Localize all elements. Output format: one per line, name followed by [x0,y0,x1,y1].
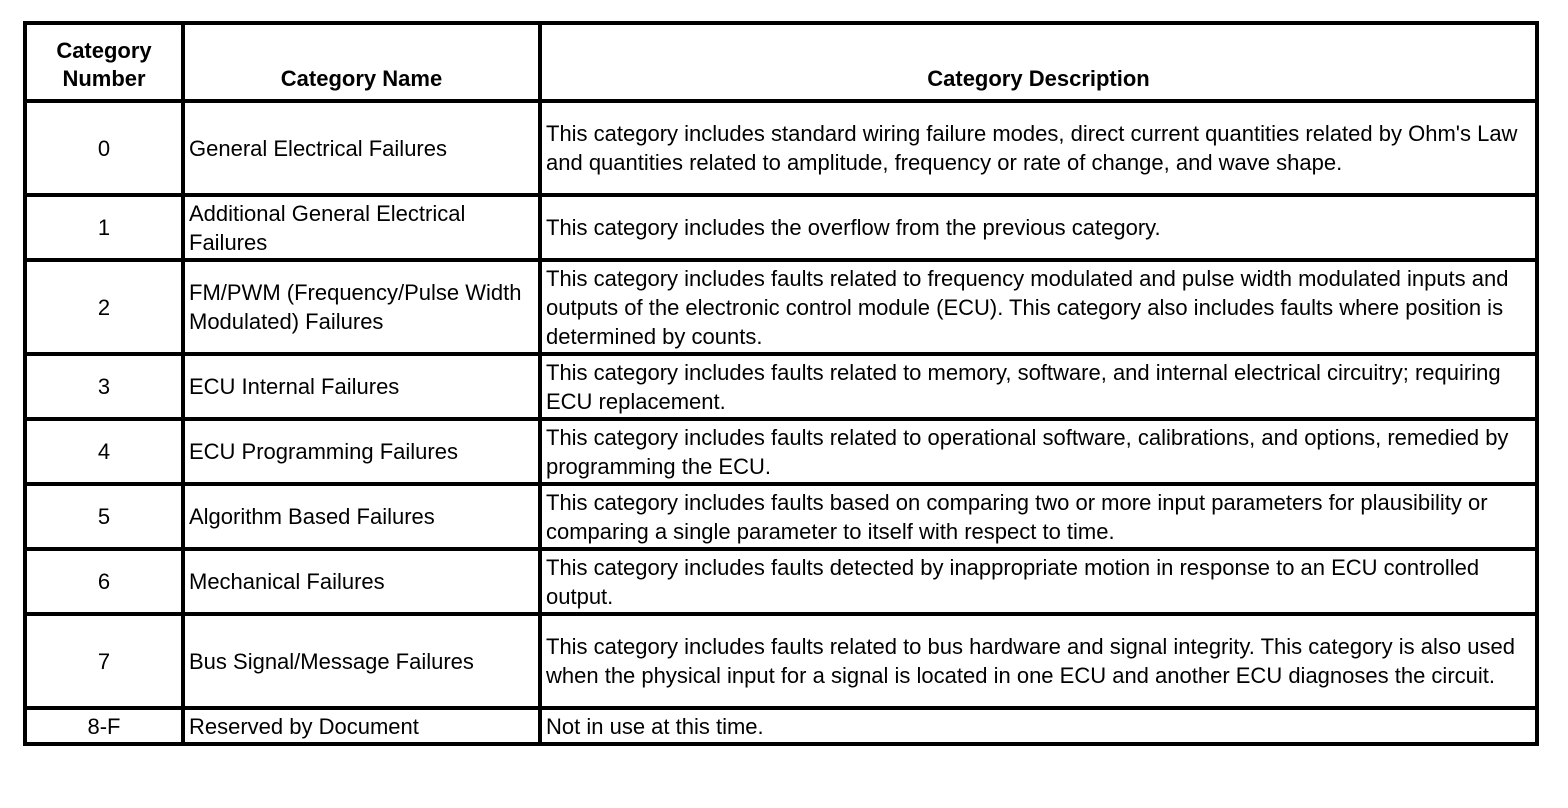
category-name: Additional General Electrical Failures [183,195,540,260]
category-name: General Electrical Failures [183,101,540,195]
category-number: 5 [25,484,183,549]
category-name: ECU Programming Failures [183,419,540,484]
table-row [25,419,1537,484]
category-number: 4 [25,419,183,484]
category-name: Algorithm Based Failures [183,484,540,549]
category-description: This category includes faults related to operational software, calibrations, and options, remedied by programming the ECU. [540,419,1537,484]
table-row [25,484,1537,549]
category-description: This category includes standard wiring failure modes, direct current quantities related by Ohm's Law and quantities related to amplitude, frequency or rate of change, and wave shape. [540,101,1537,195]
header-category-description: Category Description [540,23,1537,101]
table-row [25,614,1537,708]
category-number: 2 [25,260,183,354]
table-row [25,354,1537,419]
category-name: ECU Internal Failures [183,354,540,419]
table-row [25,708,1537,744]
category-name: Bus Signal/Message Failures [183,614,540,708]
category-name: Mechanical Failures [183,549,540,614]
category-name: FM/PWM (Frequency/Pulse Width Modulated) Failures [183,260,540,354]
category-table [23,21,1539,746]
category-description: This category includes faults detected by inappropriate motion in response to an ECU controlled output. [540,549,1537,614]
table-row [25,260,1537,354]
category-description: This category includes faults based on comparing two or more input parameters for plausibility or comparing a single parameter to itself with respect to time. [540,484,1537,549]
category-number: 0 [25,101,183,195]
category-number: 8-F [25,708,183,744]
category-description: Not in use at this time. [540,708,1537,744]
category-description: This category includes the overflow from the previous category. [540,195,1537,260]
category-number: 3 [25,354,183,419]
category-number: 7 [25,614,183,708]
category-name: Reserved by Document [183,708,540,744]
category-description: This category includes faults related to memory, software, and internal electrical circuitry; requiring ECU replacement. [540,354,1537,419]
category-number: 6 [25,549,183,614]
table-row [25,195,1537,260]
category-number: 1 [25,195,183,260]
category-description: This category includes faults related to frequency modulated and pulse width modulated inputs and outputs of the electronic control module (ECU). This category also includes faults where position is determined by counts. [540,260,1537,354]
category-description: This category includes faults related to bus hardware and signal integrity. This category is also used when the physical input for a signal is located in one ECU and another ECU diagnoses the circuit. [540,614,1537,708]
table-row [25,549,1537,614]
table-row [25,101,1537,195]
header-row [25,23,1537,101]
header-category-number: Category Number [25,23,183,101]
header-category-name: Category Name [183,23,540,101]
